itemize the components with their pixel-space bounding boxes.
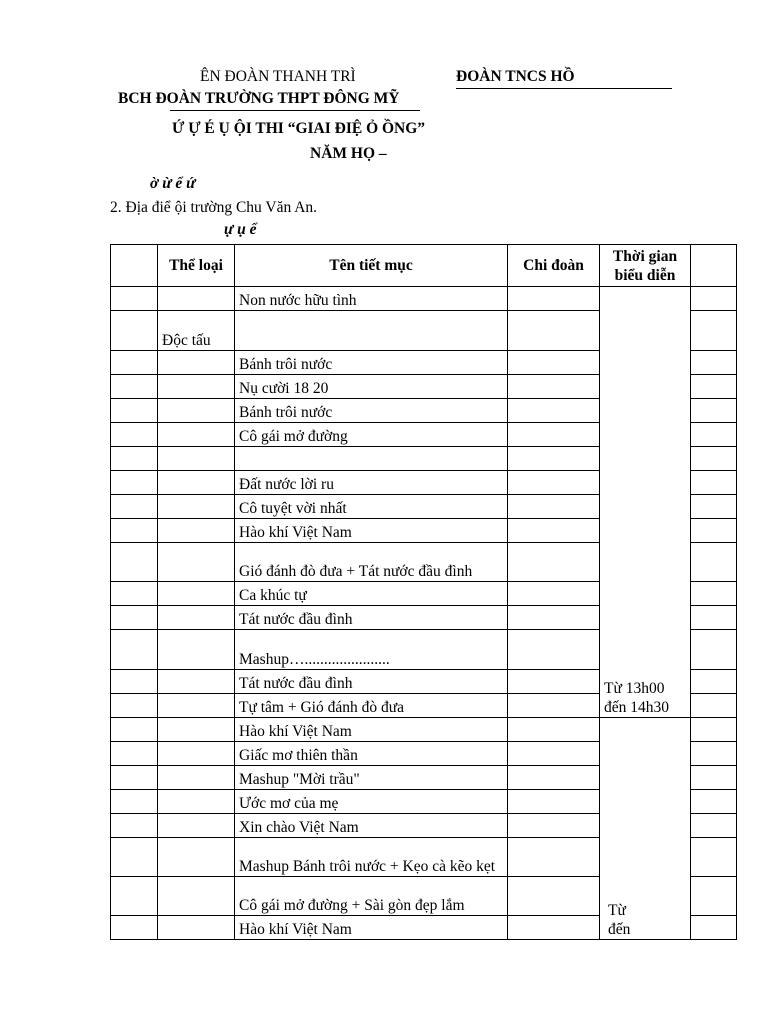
row-title: Cô tuyệt vời nhất: [235, 495, 508, 519]
row-title: Hào khí Việt Nam: [235, 916, 508, 940]
row-title: Hào khí Việt Nam: [235, 718, 508, 742]
header-note: [691, 245, 737, 287]
row-title: Cô gái mở đường + Sài gòn đẹp lắm: [235, 877, 508, 916]
header-category: Thể loại: [158, 245, 235, 287]
time-slot-1: Từ 13h00 đến 14h30: [600, 287, 691, 718]
table-row: [111, 287, 737, 311]
table-header-row: [111, 245, 737, 287]
document-title-line2: NĂM HỌ –: [310, 145, 387, 162]
document-title-line1: Ứ Ự É Ụ ỘI THI “GIAI ĐIỆ Ỏ ỒNG”: [172, 120, 426, 137]
row-title: Nụ cười 18 20: [235, 375, 508, 399]
row-title: Cô gái mở đường: [235, 423, 508, 447]
header-class: Chi đoàn: [508, 245, 600, 287]
header-right-line1: ĐOÀN TNCS HỒ: [456, 68, 575, 85]
row-title: Mashup…......................: [235, 630, 508, 670]
row-title: Đất nước lời ru: [235, 471, 508, 495]
time-slot-2: Từ đến: [600, 718, 691, 940]
row-title: Bánh trôi nước: [235, 351, 508, 375]
row-title: [235, 311, 508, 351]
header-stt: [111, 245, 158, 287]
row-title: Mashup Bánh trôi nước + Kẹo cà kẽo kẹt: [235, 838, 508, 877]
info-location: 2. Địa điể ội trường Chu Văn An.: [110, 199, 318, 216]
row-title: Hào khí Việt Nam: [235, 519, 508, 543]
row-title: Non nước hữu tình: [235, 287, 508, 311]
header-left-line1: ÊN ĐOÀN THANH TRÌ: [200, 68, 356, 85]
row-title: Mashup "Mời trầu": [235, 766, 508, 790]
row-title: Tát nước đầu đình: [235, 670, 508, 694]
row-title: Gió đánh đò đưa + Tát nước đầu đình: [235, 543, 508, 582]
row-title: Ước mơ của mẹ: [235, 790, 508, 814]
program-table: [110, 244, 737, 940]
row-title: Xin chào Việt Nam: [235, 814, 508, 838]
info-line1: ờ ừ ể ứ: [150, 175, 196, 192]
header-time: Thời gian biểu diễn: [600, 245, 691, 287]
header-left-underline: [170, 110, 420, 111]
row-title: Giấc mơ thiên thần: [235, 742, 508, 766]
header-left-line2: BCH ĐOÀN TRƯỜNG THPT ĐÔNG MỸ: [118, 90, 400, 107]
row-title: [235, 447, 508, 471]
row-title: Tự tâm + Gió đánh đò đưa: [235, 694, 508, 718]
info-line3: ự ụ ể: [224, 221, 257, 238]
row-title: Bánh trôi nước: [235, 399, 508, 423]
header-right-underline: [456, 88, 672, 89]
category-doc-tau: Độc tấu: [158, 311, 235, 351]
row-title: Ca khúc tự: [235, 582, 508, 606]
row-title: Tát nước đầu đình: [235, 606, 508, 630]
header-title: Tên tiết mục: [235, 245, 508, 287]
table-row: [111, 718, 737, 742]
